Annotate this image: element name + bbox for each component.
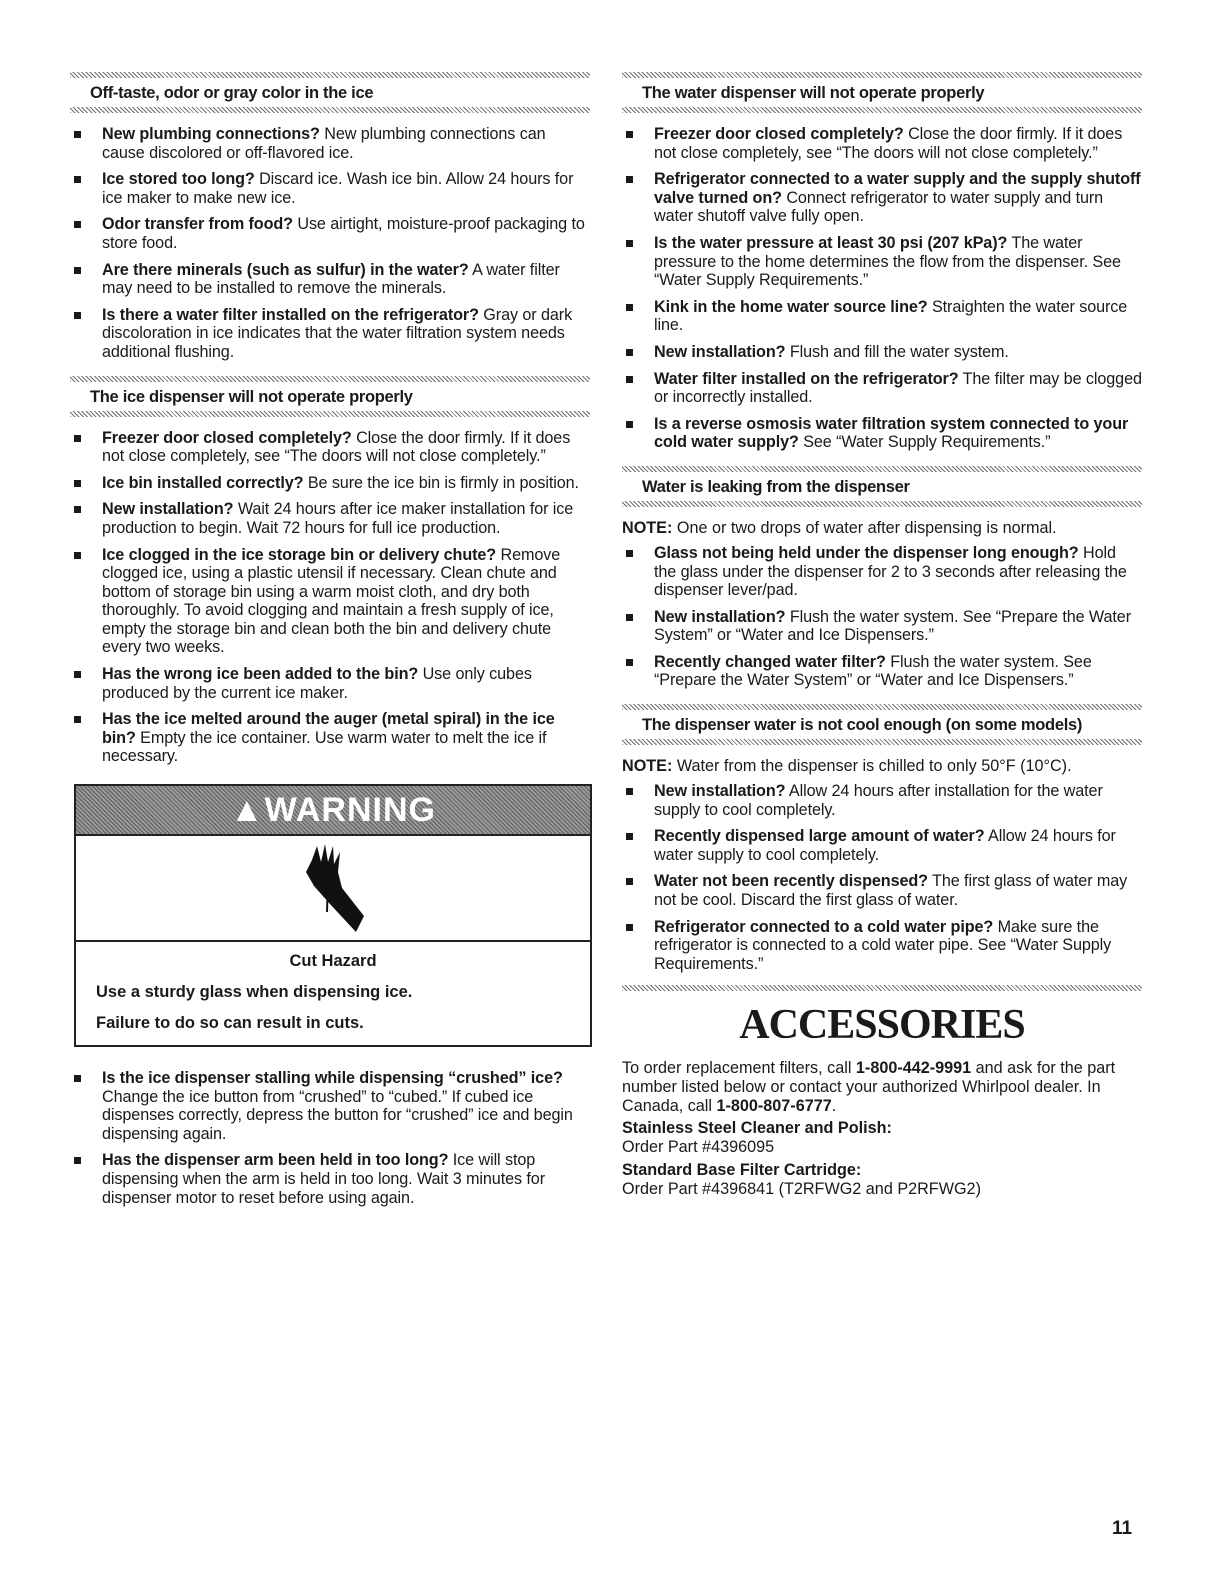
troubleshooting-list xyxy=(622,544,1142,690)
item-answer: Be sure the ice bin is firmly in position. xyxy=(303,473,579,492)
list-item xyxy=(70,215,590,252)
list-item xyxy=(70,665,590,702)
section-header xyxy=(622,466,1142,507)
item-question: Is the ice dispenser stalling while dispensing “crushed” ice? xyxy=(102,1069,563,1088)
item-answer: Flush the water system. See “Prepare the Water System” or “Water and Ice Dispensers.” xyxy=(654,607,1131,645)
item-answer: The water pressure to the home determines the flow from the dispenser. See “Water Supply Requirements.” xyxy=(654,233,1121,290)
section-title: Off-taste, odor or gray color in the ice xyxy=(90,84,374,102)
item-question: Has the ice melted around the auger (metal spiral) in the ice bin? xyxy=(102,710,555,747)
list-item xyxy=(70,306,590,362)
item-question: Has the dispenser arm been held in too long? xyxy=(102,1151,449,1170)
warning-instruction: Use a sturdy glass when dispensing ice. xyxy=(96,983,413,1002)
item-answer: Empty the ice container. Use warm water to melt the ice if necessary. xyxy=(102,728,547,766)
section-title: The ice dispenser will not operate properly xyxy=(90,387,413,406)
section-title: Water is leaking from the dispenser xyxy=(642,477,910,496)
item-question: Freezer door closed completely? xyxy=(102,428,352,447)
list-item xyxy=(622,608,1142,645)
item-question: New installation? xyxy=(654,342,786,361)
item-answer: Straighten the water source line. xyxy=(654,297,1128,335)
item-answer: Use only cubes produced by the current ice maker. xyxy=(102,665,532,702)
item-question: Is the water pressure at least 30 psi (207 kPa)? xyxy=(654,233,1008,252)
item-question: New installation? xyxy=(102,500,234,519)
item-answer: The filter may be clogged or incorrectly installed. xyxy=(654,369,1142,407)
item-answer: See “Water Supply Requirements.” xyxy=(798,433,1051,452)
troubleshooting-list xyxy=(622,125,1142,452)
item-answer: Flush the water system. See “Prepare the Water System” or “Water and Ice Dispensers.” xyxy=(654,652,1092,690)
item-answer: A water filter may need to be installed to remove the minerals. xyxy=(102,260,560,298)
item-question: Has the wrong ice been added to the bin? xyxy=(102,665,419,684)
item-question: Water not been recently dispensed? xyxy=(654,872,928,891)
item-question: Freezer door closed completely? xyxy=(654,125,904,143)
item-question: Are there minerals (such as sulfur) in the water? xyxy=(102,260,469,279)
warning-banner xyxy=(76,786,590,836)
list-item xyxy=(70,125,590,162)
item-answer: Allow 24 hours after installation for the water supply to cool completely. xyxy=(654,782,1103,819)
warning-banner-text: ▲WARNING xyxy=(230,790,436,829)
accessory-label: Standard Base Filter Cartridge: xyxy=(622,1161,862,1180)
section-header xyxy=(70,72,590,113)
note: NOTE: Water from the dispenser is chilled to only 50°F (10°C). xyxy=(622,757,1072,776)
list-item xyxy=(622,872,1142,909)
item-question: Is there a water filter installed on the refrigerator? xyxy=(102,305,479,324)
list-item xyxy=(70,170,590,207)
item-answer: Flush and fill the water system. xyxy=(785,342,1009,361)
list-item xyxy=(70,500,590,537)
item-answer: Close the door firmly. If it does not close completely, see “The doors will not close completely.” xyxy=(102,428,571,466)
item-question: Refrigerator connected to a water supply and the supply shutoff valve turned on? xyxy=(654,170,1141,207)
item-answer: Hold the glass under the dispenser for 2 to 3 seconds after releasing the dispenser lever/pad. xyxy=(654,543,1127,600)
item-answer: Discard ice. Wash ice bin. Allow 24 hours for ice maker to make new ice. xyxy=(102,170,574,207)
warning-box xyxy=(74,784,592,1047)
item-answer: Gray or dark discoloration in ice indicates that the water filtration system needs additional flushing. xyxy=(102,305,573,361)
warning-consequence: Failure to do so can result in cuts. xyxy=(96,1014,364,1033)
list-item xyxy=(622,234,1142,290)
item-question: Is a reverse osmosis water filtration system connected to your cold water supply? xyxy=(654,414,1129,452)
list-item xyxy=(622,544,1142,600)
item-question: Recently dispensed large amount of water? xyxy=(654,827,985,846)
item-question: Ice bin installed correctly? xyxy=(102,473,304,492)
item-answer: Ice will stop dispensing when the arm is held in too long. Wait 3 minutes for dispenser motor to reset before using again. xyxy=(102,1151,545,1207)
item-answer: Change the ice button from “crushed” to “cubed.” If cubed ice dispenses correctly, depress the button for “crushed” ice and begin dispensing again. xyxy=(102,1087,573,1143)
warning-triangle-icon: ▲ xyxy=(230,790,265,829)
list-item xyxy=(70,710,590,766)
list-item xyxy=(70,1069,590,1143)
hazard-title: Cut Hazard xyxy=(289,952,377,971)
cut-hazard-hand-icon xyxy=(298,842,368,934)
list-item xyxy=(622,370,1142,407)
item-question: New plumbing connections? xyxy=(102,125,320,143)
item-question: Kink in the home water source line? xyxy=(654,297,928,316)
list-item xyxy=(70,261,590,298)
item-answer: New plumbing connections can cause discolored or off-flavored ice. xyxy=(102,125,546,162)
section-title: The dispenser water is not cool enough (on some models) xyxy=(642,716,1083,735)
troubleshooting-list xyxy=(70,125,590,362)
accessories-intro: To order replacement filters, call 1-800-442-9991 and ask for the part number listed below or contact your authorized Whirlpool dealer. In Canada, call 1-800-807-6777. xyxy=(622,1059,1116,1115)
list-item xyxy=(622,782,1142,819)
list-item xyxy=(622,298,1142,335)
list-item xyxy=(622,170,1142,226)
item-answer: Remove clogged ice, using a plastic utensil if necessary. Clean chute and bottom of storage bin using a warm moist cloth, and dry both thoroughly. To avoid clogging and maintain a fresh supply of ice, empty the storage bin and clean both the bin and delivery chute every two weeks. xyxy=(102,545,561,657)
phone-number: 1-800-442-9991 xyxy=(855,1059,972,1078)
item-answer: Allow 24 hours for water supply to cool completely. xyxy=(654,827,1116,864)
left-column xyxy=(70,72,590,1215)
list-item xyxy=(70,546,590,658)
item-answer: Make sure the refrigerator is connected to a cold water pipe. See “Water Supply Requirements.” xyxy=(654,917,1112,973)
accessory-part: Order Part #4396841 (T2RFWG2 and P2RFWG2) xyxy=(622,1180,981,1199)
warning-pictogram xyxy=(76,836,590,942)
item-question: Glass not being held under the dispenser long enough? xyxy=(654,543,1079,562)
accessory-part: Order Part #4396095 xyxy=(622,1138,775,1157)
item-question: Odor transfer from food? xyxy=(102,215,293,234)
list-item xyxy=(622,125,1142,162)
list-item xyxy=(622,343,1142,362)
list-item xyxy=(622,653,1142,690)
item-answer: The first glass of water may not be cool. Discard the first glass of water. xyxy=(654,872,1128,910)
list-item xyxy=(622,827,1142,864)
item-question: Recently changed water filter? xyxy=(654,652,886,671)
item-question: Refrigerator connected to a cold water pipe? xyxy=(654,917,994,936)
accessory-label: Stainless Steel Cleaner and Polish: xyxy=(622,1119,892,1138)
right-column xyxy=(622,72,1142,1201)
list-item xyxy=(70,429,590,466)
item-question: New installation? xyxy=(654,607,786,626)
item-answer: Use airtight, moisture-proof packaging to store food. xyxy=(102,215,585,252)
section-header xyxy=(70,376,590,417)
troubleshooting-list xyxy=(622,782,1142,973)
section-header xyxy=(622,704,1142,745)
note: NOTE: One or two drops of water after dispensing is normal. xyxy=(622,518,1057,537)
troubleshooting-list xyxy=(70,1069,590,1207)
item-question: Ice clogged in the ice storage bin or delivery chute? xyxy=(102,545,497,564)
list-item xyxy=(70,1151,590,1207)
section-header xyxy=(622,72,1142,113)
item-answer: Connect refrigerator to water supply and turn water shutoff valve fully open. xyxy=(654,188,1104,226)
list-item xyxy=(622,415,1142,452)
page-number: 11 xyxy=(1112,1518,1133,1539)
troubleshooting-list xyxy=(70,429,590,767)
item-answer: Wait 24 hours after ice maker installation for ice production to begin. Wait 72 hours for full ice production. xyxy=(102,500,574,537)
item-question: New installation? xyxy=(654,782,786,801)
accessories-title: ACCESSORIES xyxy=(739,1002,1025,1049)
section-title: The water dispenser will not operate properly xyxy=(642,84,985,102)
list-item xyxy=(70,474,590,493)
item-answer: Close the door firmly. If it does not close completely, see “The doors will not close completely.” xyxy=(654,125,1123,162)
item-question: Water filter installed on the refrigerator? xyxy=(654,369,959,388)
phone-number: 1-800-807-6777 xyxy=(716,1096,832,1115)
item-question: Ice stored too long? xyxy=(102,170,255,189)
list-item xyxy=(622,918,1142,974)
